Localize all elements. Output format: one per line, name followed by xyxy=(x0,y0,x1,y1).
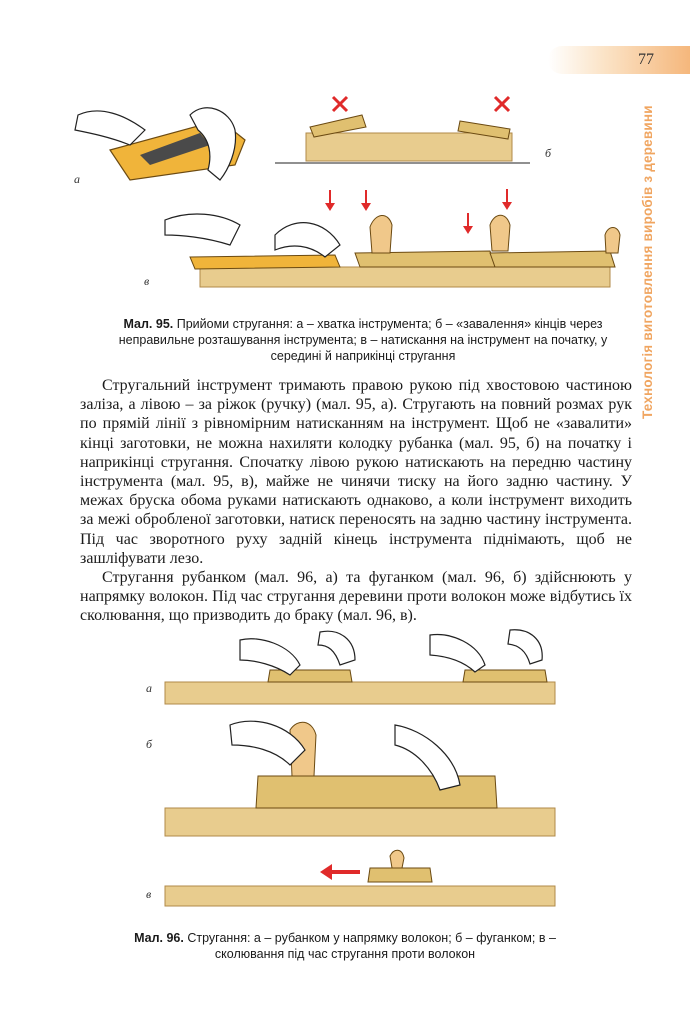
figure-95-label-b: б xyxy=(545,146,552,160)
figure-96-label-v: в xyxy=(146,887,152,901)
figure-96-label-b: б xyxy=(146,737,153,751)
figure-95-illustration xyxy=(70,85,630,310)
figure-95a-plane-grip xyxy=(75,108,245,180)
body-paragraph-1: Стругальний інструмент тримають правою рукою під хвостовою частиною заліза, а лівою – за ріжок (ручку) (мал. 95, а). Стругають на повний розмах рук по прямій лінії з рівномірним натисканням на інструмент. Щоб не «завалити» кінці заготовки, не можна нахиляти колодку рубанка (мал. 95, б) на початку і наприкінці стругання. Спочатку лівою рукою натискають на передню частину інструмента (мал. 95, в), майже не чинячи тиску на його задню частину. У межах бруска обома руками натискають однаково, а коли інструмент виходить за межі обробленої заготовки, натиск переносять на задню частину інструмента. Під час зворотного руху задній кінець інструмента піднімають, щоб не зашліфувати лезо. xyxy=(80,377,632,567)
figure-95v-pressing xyxy=(165,189,620,287)
page-number: 77 xyxy=(638,51,654,68)
figure-95-caption-prefix: Мал. 95. xyxy=(123,317,174,331)
figure-95-label-a: а xyxy=(74,172,80,186)
figure-96-caption-prefix: Мал. 96. xyxy=(134,931,184,945)
body-paragraph-2: Стругання рубанком (мал. 96, а) та фуганком (мал. 96, б) здійснюють у напрямку волокон. Під час стругання деревини проти волокон може відбутись їх сколювання, що призводить до браку (мал. 96, в). xyxy=(80,569,632,625)
body-text xyxy=(80,376,632,626)
figure-96a-plane-along-grain xyxy=(165,630,555,704)
figure-95-label-v: в xyxy=(144,274,150,288)
figure-95-caption-text: Прийоми стругання: а – хватка інструмента; б – «завалення» кінців через неправильне розташування інструмента; в – натискання на інструмент на початку, у середині й наприкінці стругання xyxy=(118,317,608,363)
figure-95-caption xyxy=(96,316,630,364)
figure-96b-jointer xyxy=(165,721,555,836)
page-number-tab xyxy=(548,46,690,74)
figure-96-illustration xyxy=(140,620,560,920)
side-chapter-title: Технологія виготовлення виробів з деревини xyxy=(640,105,655,419)
figure-96-caption-text: Стругання: а – рубанком у напрямку волокон; б – фуганком; в – сколювання під час стругання проти волокон xyxy=(187,931,556,961)
figure-96-label-a: а xyxy=(146,681,152,695)
figure-96v-chipping xyxy=(165,850,555,906)
figure-96-caption xyxy=(115,930,575,962)
figure-95b-overturn xyxy=(275,97,530,163)
